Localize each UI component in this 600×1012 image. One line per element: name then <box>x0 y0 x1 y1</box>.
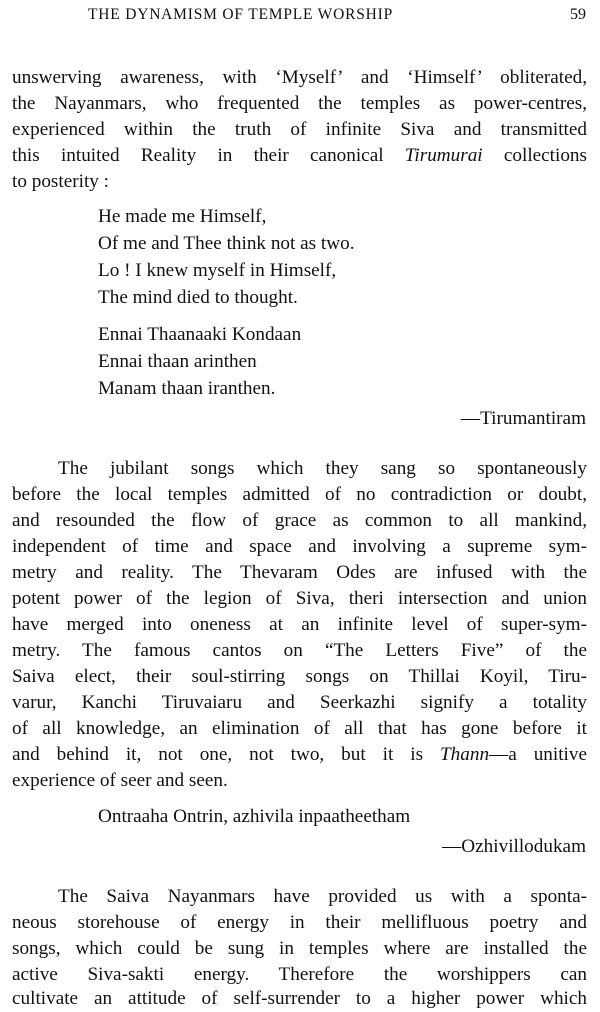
paragraph-2-line-2: before the local temples admitted of no contradiction or doubt, <box>12 484 587 505</box>
verse-1-line-2: Of me and Thee think not as two. <box>98 233 355 254</box>
paragraph-2-line-13: experience of seer and seen. <box>12 770 228 791</box>
paragraph-3-line-3: songs, which could be sung in temples where are installed the <box>12 938 587 959</box>
page-number: 59 <box>570 6 586 23</box>
tirumurai-italic: Tirumurai <box>404 145 483 166</box>
paragraph-1-line-2: the Nayanmars, who frequented the temples as power-centres, <box>12 93 587 114</box>
thann-italic: Thann <box>440 744 490 765</box>
paragraph-1-line-4 <box>12 143 587 169</box>
paragraph-2-line-10: varur, Kanchi Tiruvaiaru and Seerkazhi signify a totality <box>12 692 587 713</box>
paragraph-2-line-12 <box>12 742 587 768</box>
paragraph-1-line-4-part-a: this intuited Reality in their canonical <box>12 145 405 166</box>
running-head-title: THE DYNAMISM OF TEMPLE WORSHIP <box>88 6 394 23</box>
paragraph-2-line-7: have merged into oneness at an infinite level of super-sym- <box>12 614 587 635</box>
paragraph-1-line-1: unswerving awareness, with ‘Myself’ and ‘Himself’ obliterated, <box>12 67 587 88</box>
verse-2-line-2: Ennai thaan arinthen <box>98 351 257 372</box>
paragraph-2-line-9: Saiva elect, their soul-stirring songs on Thillai Koyil, Tiru- <box>12 666 587 687</box>
paragraph-1-line-3: experienced within the truth of infinite Siva and transmitted <box>12 119 587 140</box>
paragraph-1-line-5: to posterity : <box>12 171 109 192</box>
paragraph-2-line-12-part-a: and behind it, not one, not two, but it is <box>12 744 440 765</box>
paragraph-3-line-1: The Saiva Nayanmars have provided us with a sponta- <box>58 886 587 907</box>
paragraph-2-line-11: of all knowledge, an elimination of all that has gone before it <box>12 718 587 739</box>
verse-1-line-1: He made me Himself, <box>98 206 267 227</box>
paragraph-2-line-3: and resounded the flow of grace as common to all mankind, <box>12 510 587 531</box>
attribution-ozhivillodukam: —Ozhivillodukam <box>442 836 586 857</box>
paragraph-3-line-4: active Siva-sakti energy. Therefore the worshippers can <box>12 964 587 985</box>
paragraph-2-line-6: potent power of the legion of Siva, theri intersection and union <box>12 588 587 609</box>
attribution-tirumantiram: —Tirumantiram <box>460 408 586 429</box>
paragraph-3-line-2: neous storehouse of energy in their mellifluous poetry and <box>12 912 587 933</box>
paragraph-2-line-4: independent of time and space and involving a supreme sym- <box>12 536 587 557</box>
paragraph-2-line-1: The jubilant songs which they sang so spontaneously <box>58 458 587 479</box>
verse-1-line-4: The mind died to thought. <box>98 287 298 308</box>
verse-3-line-1: Ontraaha Ontrin, azhivila inpaatheetham <box>98 806 411 827</box>
paragraph-1-line-4-part-b: collections <box>482 145 587 166</box>
paragraph-2-line-5: metry and reality. The Thevaram Odes are infused with the <box>12 562 587 583</box>
verse-2-line-1: Ennai Thaanaaki Kondaan <box>98 324 302 345</box>
paragraph-2-line-12-part-b: —a unitive <box>489 744 587 765</box>
paragraph-3-line-5: cultivate an attitude of self-surrender to a higher power which <box>12 988 587 1009</box>
verse-2-line-3: Manam thaan iranthen. <box>98 378 276 399</box>
verse-1-line-3: Lo ! I knew myself in Himself, <box>98 260 337 281</box>
paragraph-2-line-8: metry. The famous cantos on “The Letters Five” of the <box>12 640 587 661</box>
